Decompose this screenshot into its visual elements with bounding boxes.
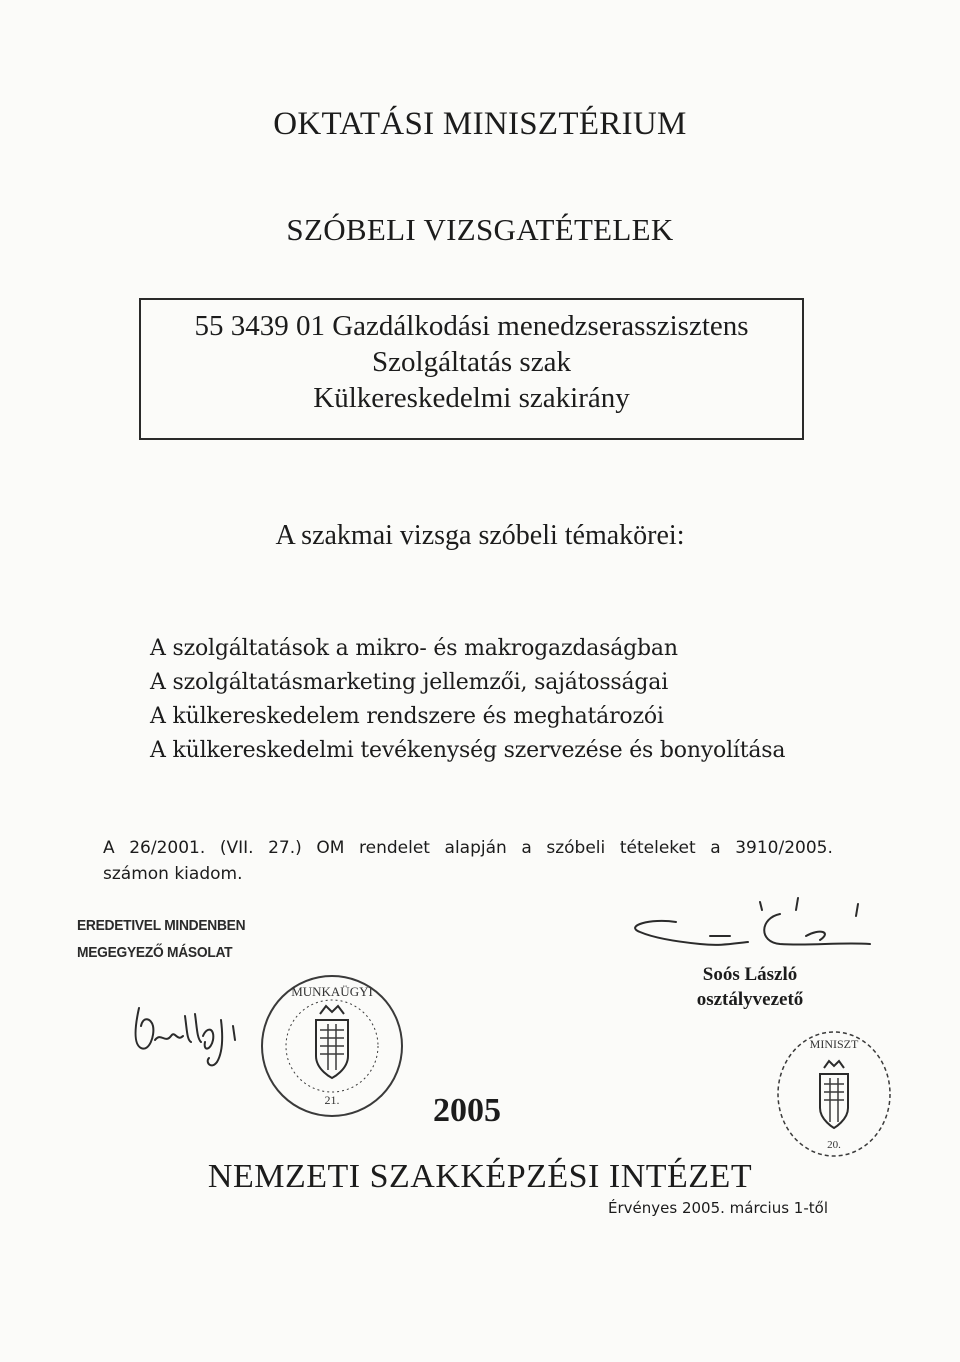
ministry-seal-right (772, 1024, 896, 1164)
topics-list (150, 632, 785, 768)
signatory-title: osztályvezető (696, 989, 804, 1010)
institute-name: NEMZETI SZAKKÉPZÉSI INTÉZET (207, 1158, 753, 1195)
certified-copy-stamp: EREDETIVEL MINDENBEN MEGEGYEZŐ MÁSOLAT (77, 917, 246, 961)
decree-statement (103, 835, 833, 887)
topic-item: A külkereskedelem rendszere és meghatározói (150, 704, 664, 729)
svg-text:20.: 20. (827, 1139, 841, 1151)
decree-line-2: számon kiadom. (103, 864, 243, 884)
svg-text:21.: 21. (324, 1093, 340, 1107)
topic-item: A szolgáltatások a mikro- és makrogazdaságban (150, 636, 678, 661)
ministry-title: OKTATÁSI MINISZTÉRIUM (273, 106, 687, 142)
signatory-block (640, 962, 860, 1012)
svg-text:MINISZT: MINISZT (809, 1037, 859, 1051)
year-label: 2005 (433, 1092, 501, 1129)
signatory-name: Soós László (702, 964, 798, 985)
handwritten-signature-right (610, 892, 910, 962)
handwritten-signature-left (125, 996, 265, 1076)
svg-text:MUNKAÜGYI: MUNKAÜGYI (291, 984, 373, 999)
document-type-title: SZÓBELI VIZSGATÉTELEK (286, 212, 674, 247)
topic-item: A szolgáltatásmarketing jellemzői, sajátosságai (150, 670, 669, 695)
topic-item: A külkereskedelmi tevékenység szervezése és bonyolítása (150, 738, 786, 763)
qualification-specialization: Szolgáltatás szak (372, 346, 571, 378)
qualification-code-name: 55 3439 01 Gazdálkodási menedzserasszisztens (194, 310, 749, 342)
decree-line-1: A 26/2001. (VII. 27.) OM rendelet alapján a szóbeli tételeket a 3910/2005. (103, 838, 833, 858)
qualification-box (139, 298, 804, 440)
validity-note: Érvényes 2005. március 1-től (608, 1199, 828, 1217)
topics-heading: A szakmai vizsga szóbeli témakörei: (275, 520, 685, 551)
ministry-seal-left (256, 970, 408, 1122)
qualification-branch: Külkereskedelmi szakirány (313, 382, 630, 414)
